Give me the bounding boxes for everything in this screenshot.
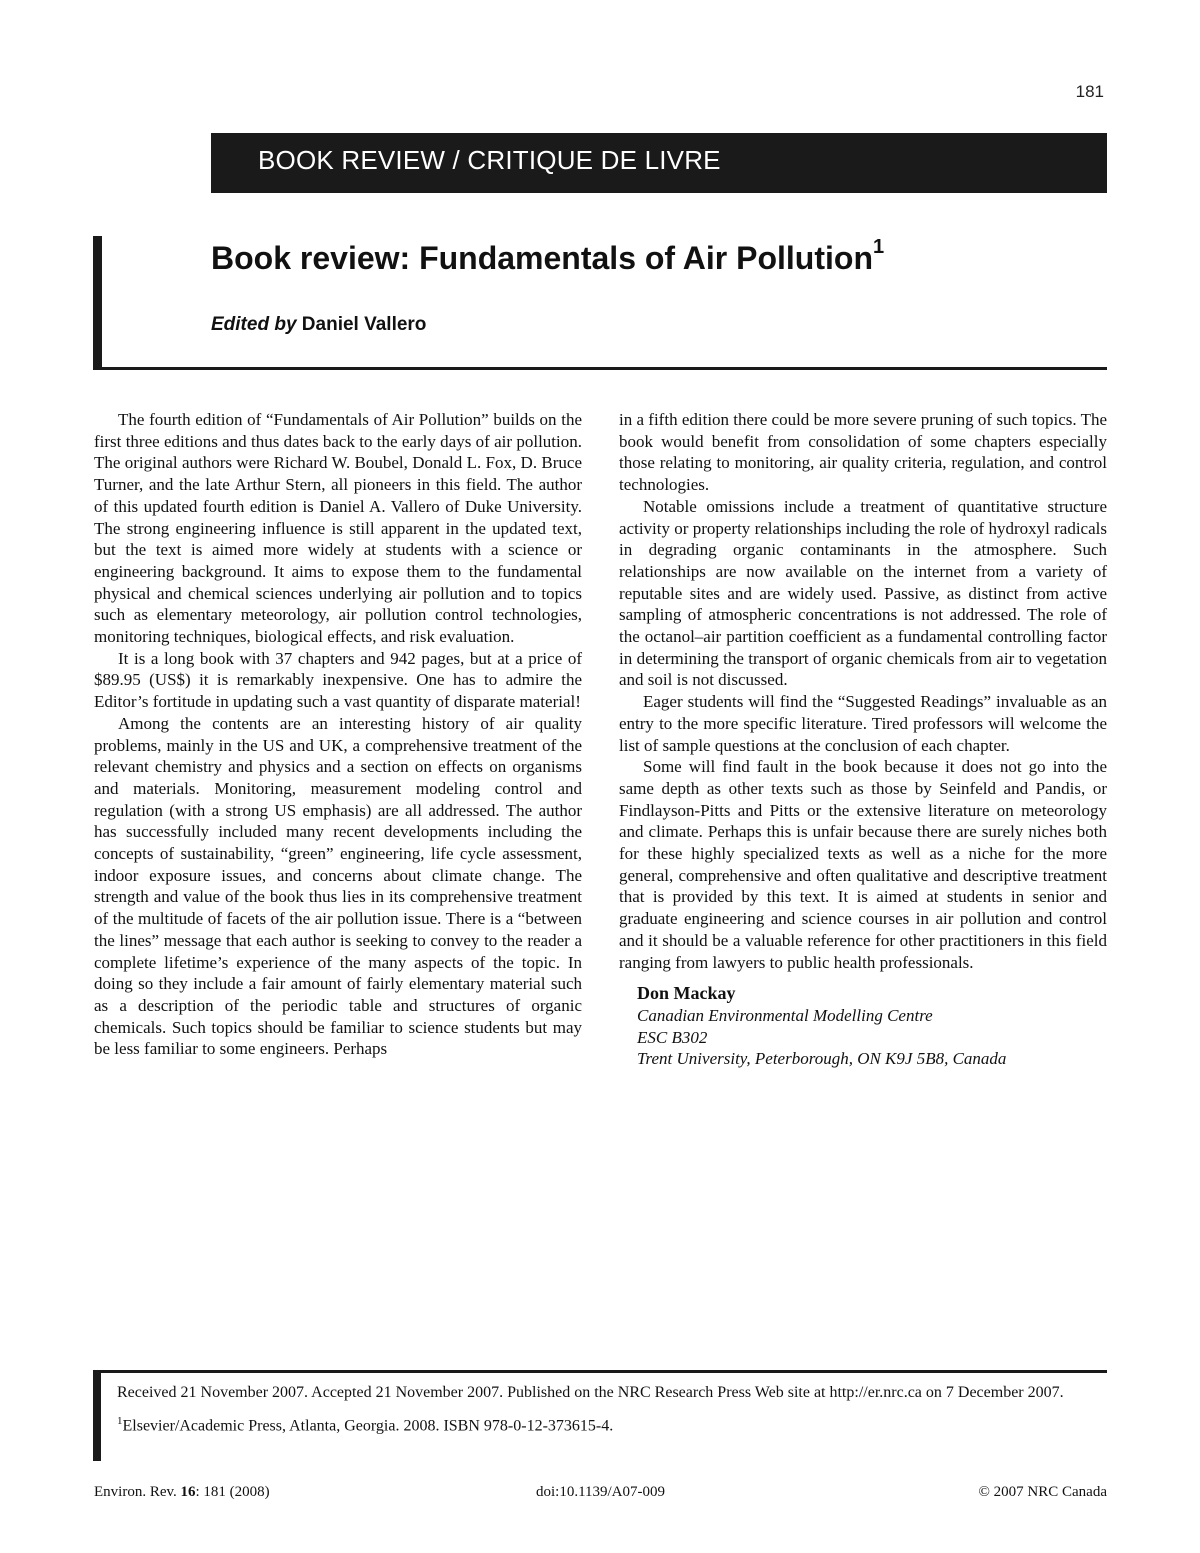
title-divider bbox=[93, 367, 1107, 370]
journal-volume: 16 bbox=[180, 1484, 196, 1500]
body-paragraph: It is a long book with 37 chapters and 942 pages, but at a price of $89.95 (US$) it is remarkably inexpensive. One has to admire the Editor’s fortitude in updating such a vast quantity of disparate material! bbox=[94, 648, 582, 712]
reviewer-affiliation-line: ESC B302 bbox=[637, 1027, 708, 1047]
body-paragraph: in a fifth edition there could be more severe pruning of such topics. The book would benefit from consolidation of some chapters especially those relating to monitoring, air quality criteria, regulation, and control technologies. bbox=[619, 410, 1107, 495]
reviewer-affiliation-line: Trent University, Peterborough, ON K9J 5B8, Canada bbox=[637, 1049, 1007, 1069]
body-paragraph: Some will find fault in the book because it does not go into the same depth as other texts such as those by Seinfeld and Pandis, or Findlayson-Pitts and Pitts or the extensive literature on meteorology and climate. Perhaps this is unfair because there are surely niches both for these highly specialized texts as well as a niche for the more general, comprehensive and often qualitative and descriptive treatment that is provided by this text. It is aimed at students in senior and graduate engineering and science courses in air pollution and control and it should be a valuable reference for other practitioners in this field ranging from lawyers to public health professionals. bbox=[619, 757, 1107, 972]
body-paragraph: Among the contents are an interesting history of air quality problems, mainly in the US and UK, a comprehensive treatment of the relevant chemistry and physics and a section on effects on organisms and materials. Monitoring, measurement modeling control and regulation (with a strong US emphasis) are all addressed. The author has successfully included many recent developments including the concepts of sustainability, “green” engineering, life cycle assessment, indoor exposure issues, and concerns about climate change. The strength and value of the book thus lies in its comprehensive treatment of the multitude of facets of the air pollution issue. There is a “between the lines” message that each author is seeking to convey to the reader a complete lifetime’s experience of the many aspects of the topic. In doing so they include a fair amount of fairly elementary material such as a description of the periodic table and structures of organic chemicals. Such topics should be familiar to science students but may be less familiar to some engineers. Perhaps bbox=[94, 713, 582, 1059]
footnote-text: Elsevier/Academic Press, Atlanta, Georgia. 2008. ISBN 978-0-12-373615-4. bbox=[122, 1417, 614, 1435]
section-banner bbox=[211, 133, 1107, 193]
right-column bbox=[619, 409, 1107, 1070]
footnotes bbox=[117, 1382, 1097, 1444]
editor-name: Daniel Vallero bbox=[301, 314, 427, 335]
journal-pages-year: : 181 (2008) bbox=[195, 1484, 270, 1500]
footnote-divider bbox=[93, 1370, 1107, 1373]
left-column bbox=[94, 409, 582, 1060]
article-title bbox=[211, 236, 885, 277]
editor-line bbox=[211, 314, 426, 336]
editor-prefix: Edited by bbox=[211, 314, 297, 335]
doi: doi:10.1139/A07-009 bbox=[535, 1484, 666, 1500]
title-accent-bar bbox=[93, 236, 102, 370]
section-label: BOOK REVIEW / CRITIQUE DE LIVRE bbox=[258, 145, 721, 175]
running-footer bbox=[94, 1484, 1107, 1506]
reviewer-signature bbox=[619, 983, 1107, 1070]
footnote-accent-bar bbox=[93, 1373, 101, 1461]
copyright: © 2007 NRC Canada bbox=[978, 1484, 1107, 1500]
footnote-1 bbox=[117, 1411, 1097, 1436]
footnote-mark: 1 bbox=[117, 1415, 123, 1427]
article-title-text: Book review: Fundamentals of Air Pollution bbox=[211, 240, 873, 276]
received-note: Received 21 November 2007. Accepted 21 November 2007. Published on the NRC Research Press Web site at http://er.nrc.ca on 7 December 2007. bbox=[117, 1384, 1064, 1401]
body-paragraph: Notable omissions include a treatment of quantitative structure activity or property relationships including the role of hydroxyl radicals in degrading organic contaminants in the atmosphere. Such relationships are now available on the internet from a variety of reputable sites and are widely used. Passive, as distinct from active sampling of atmospheric concentrations is not addressed. The role of the octanol–air partition coefficient as a fundamental controlling factor in determining the transport of organic chemicals from air to vegetation and soil is not discussed. bbox=[619, 496, 1107, 690]
page-number: 181 bbox=[1075, 82, 1104, 101]
reviewer-name: Don Mackay bbox=[637, 983, 736, 1004]
reviewer-affiliation-line: Canadian Environmental Modelling Centre bbox=[637, 1005, 933, 1025]
body-paragraph: The fourth edition of “Fundamentals of Air Pollution” builds on the first three editions and thus dates back to the early days of air pollution. The original authors were Richard W. Boubel, Donald L. Fox, D. Bruce Turner, and the late Arthur Stern, all pioneers in this field. The author of this updated fourth edition is Daniel A. Vallero of Duke University. The strong engineering influence is still apparent in the updated text, but the text is aimed more widely at students with a science or engineering background. It aims to expose them to the fundamental physical and chemical sciences underlying air pollution and to topics such as elementary meteorology, air pollution control technologies, monitoring techniques, biological effects, and risk evaluation. bbox=[94, 410, 582, 647]
body-paragraph: Eager students will find the “Suggested Readings” invaluable as an entry to the more specific literature. Tired professors will welcome the list of sample questions at the conclusion of each chapter. bbox=[619, 692, 1107, 755]
journal-name: Environ. Rev. bbox=[94, 1484, 177, 1500]
title-footnote-mark: 1 bbox=[872, 236, 885, 259]
